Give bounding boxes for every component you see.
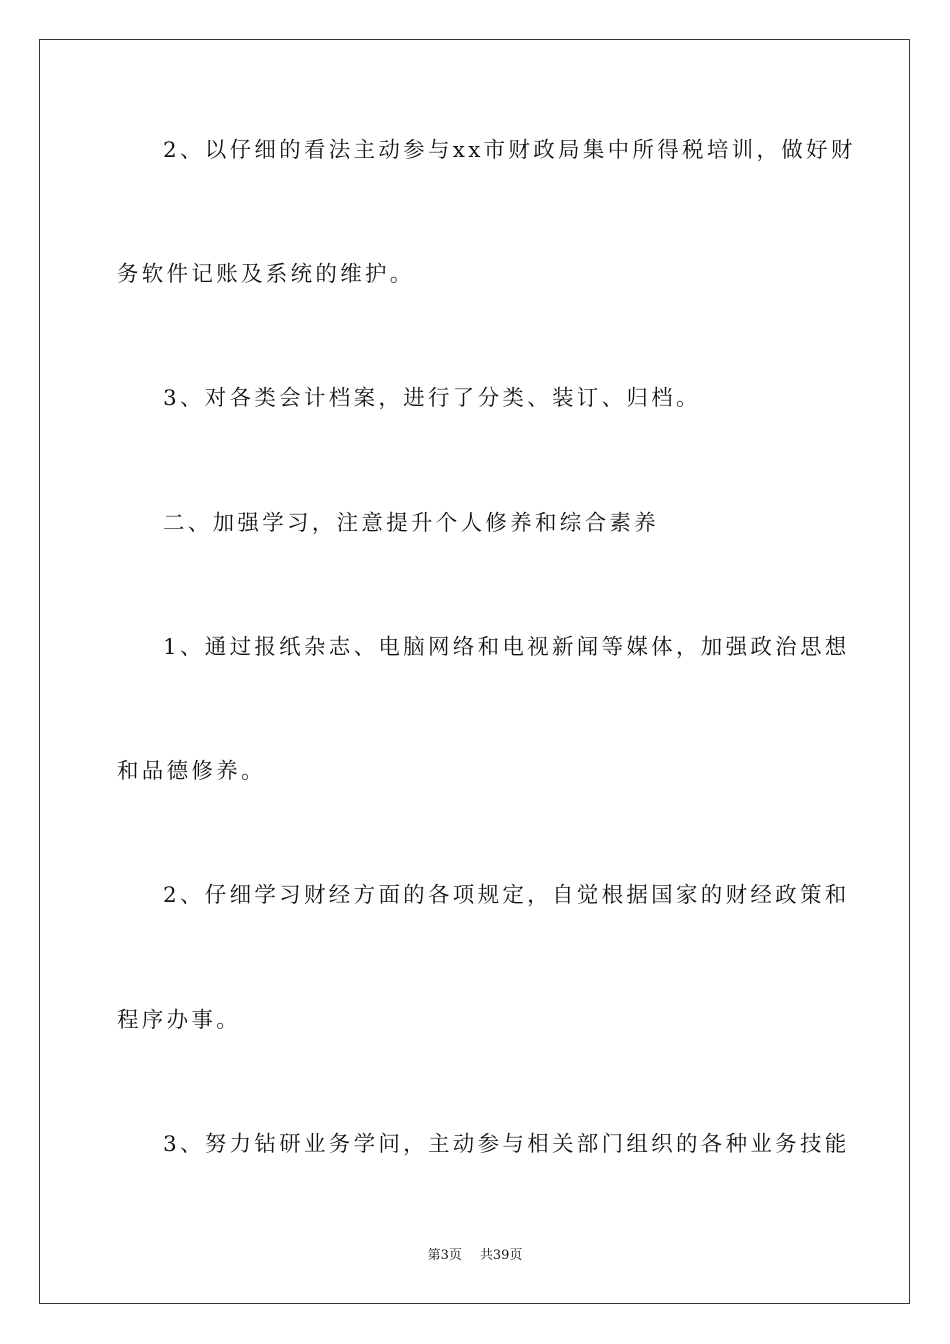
page-total: 共39页: [479, 1248, 523, 1263]
section-heading: 二、加强学习，注意提升个人修养和综合素养: [163, 511, 660, 536]
page-frame: [39, 39, 910, 1304]
paragraph-line: 1、通过报纸杂志、电脑网络和电视新闻等媒体，加强政治思想: [163, 635, 850, 660]
paragraph-line: 2、以仔细的看法主动参与xx市财政局集中所得税培训，做好财: [163, 138, 856, 163]
paragraph-line: 务软件记账及系统的维护。: [117, 262, 415, 287]
paragraph-line: 3、对各类会计档案，进行了分类、装订、归档。: [163, 386, 701, 411]
page-number: 第3页: [427, 1248, 462, 1263]
paragraph-line: 3、努力钻研业务学问，主动参与相关部门组织的各种业务技能: [163, 1132, 850, 1157]
paragraph-line: 程序办事。: [117, 1008, 242, 1033]
page-footer: [0, 1246, 950, 1266]
paragraph-line: 和品德修养。: [117, 759, 266, 784]
paragraph-line: 2、仔细学习财经方面的各项规定，自觉根据国家的财经政策和: [163, 883, 850, 908]
